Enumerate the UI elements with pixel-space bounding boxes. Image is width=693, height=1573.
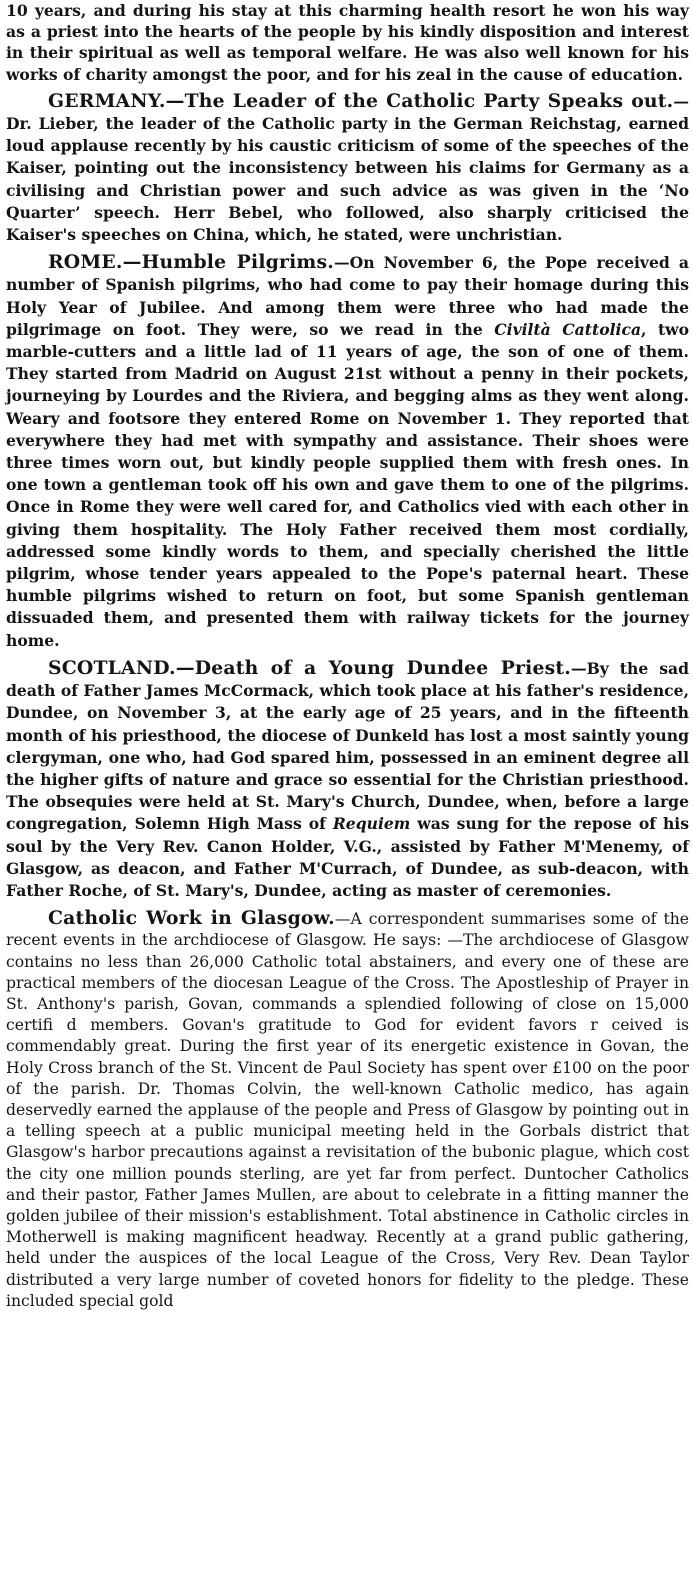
article-germany <box>6 91 689 246</box>
rome-body-start: —On November 6, the Pope received a number of Spanish pilgrims, who had come to pay their homage during this Holy Year of Jubilee. And among them were three who had made the pilgrimage on foot. They were, so we read in the <box>6 253 689 339</box>
article-rome <box>6 252 689 652</box>
newspaper-column <box>6 0 689 1312</box>
glasgow-body: —A correspondent summarises some of the recent events in the archdiocese of Glasgow. He says: —The archdiocese of Glasgow contains no less than 26,000 Catholic total abstainers, and every one of these are practical members of the diocesan League of the Cross. The Apostleship of Prayer in St. Anthony's parish, Govan, commands a splendied following of close on 15,000 certifi d members. Govan's gratitude to God for evident favors r ceived is commendably great. During the first year of its energetic existence in Govan, the Holy Cross branch of the St. Vincent de Paul Society has spent over £100 on the poor of the parish. Dr. Thomas Colvin, the well-known Catholic medico, has again deservedly earned the applause of the people and Press of Glasgow by pointing out in a telling speech at a public municipal meeting held in the Gorbals district that Glasgow's harbor precautions against a revisitation of the bubonic plague, which cost the city one million pounds sterling, are yet far from perfect. Duntocher Catholics and their pastor, Father James Mullen, are about to celebrate in a fitting manner the golden jubilee of their mission's establishment. Total abstinence in Catholic circles in Motherwell is making magnificent headway. Recently at a grand public gathering, held under the auspices of the local League of the Cross, Very Rev. Dean Taylor distributed a very large number of coveted honors for fidelity to the pledge. These included special gold <box>6 910 689 1310</box>
continuation-body: 10 years, and during his stay at this charming health resort he won his way as a priest into the hearts of the people by his kindly disposition and interest in their spiritual as well as temporal welfare. He was also well known for his works of charity amongst the poor, and for his zeal in the cause of education. <box>6 1 689 84</box>
article-glasgow <box>6 908 689 1312</box>
scotland-heading: SCOTLAND.—Death of a Young Dundee Priest. <box>48 656 571 679</box>
glasgow-heading: Catholic Work in Glasgow. <box>48 907 335 930</box>
germany-heading: GERMANY.—The Leader of the Catholic Party Speaks out. <box>48 89 674 112</box>
scotland-body-end: was sung for the repose of his soul by the Very Rev. Canon Holder, V.G., assisted by Father M'Menemy, of Glasgow, as deacon, and Father M'Currach, of Dundee, as sub-deacon, with Father Roche, of St. Mary's, Dundee, acting as master of ceremonies. <box>6 814 689 900</box>
germany-body: —Dr. Lieber, the leader of the Catholic party in the German Reichstag, earned loud applause recently by his caustic criticism of some of the speeches of the Kaiser, pointing out the inconsistency between his claims for Germany as a civilising and Christian power and such advice as was given in the ‘No Quarter’ speech. Herr Bebel, who followed, also sharply criticised the Kaiser's speeches on China, which, he stated, were unchristian. <box>6 91 689 245</box>
article-continuation <box>6 0 689 85</box>
rome-body-end: , two marble-cutters and a little lad of 11 years of age, the son of one of them. They started from Madrid on August 21st without a penny in their pockets, journeying by Lourdes and the Riviera, and begging alms as they went along. Weary and footsore they entered Rome on November 1. They reported that everywhere they had met with sympathy and assistance. Their shoes were three times worn out, but kindly people supplied them with fresh ones. In one town a gentleman took off his own and gave them to one of the pilgrims. Once in Rome they were well cared for, and Catholics vied with each other in giving them hospitality. The Holy Father received them most cordially, addressed some kindly words to them, and specially cherished the little pilgrim, whose tender years appealed to the Pope's paternal heart. These humble pilgrims wished to return on foot, but some Spanish gentleman dissuaded them, and presented them with railway tickets for the journey home. <box>6 319 689 650</box>
scotland-body-start: —By the sad death of Father James McCormack, which took place at his father's residence, Dundee, on November 3, at the early age of 25 years, and in the fifteenth month of his priesthood, the diocese of Dunkeld has lost a most saintly young clergyman, one who, had God spared him, possessed in an eminent degree all the higher gifts of nature and grace so essential for the Christian priesthood. The obsequies were held at St. Mary's Church, Dundee, when, before a large congregation, Solemn High Mass of <box>6 658 690 834</box>
article-scotland <box>6 658 689 902</box>
rome-heading: ROME.—Humble Pilgrims. <box>48 251 335 274</box>
rome-italic-title: Civiltà Cattolica <box>494 319 642 339</box>
scotland-italic-word: Requiem <box>332 814 411 834</box>
